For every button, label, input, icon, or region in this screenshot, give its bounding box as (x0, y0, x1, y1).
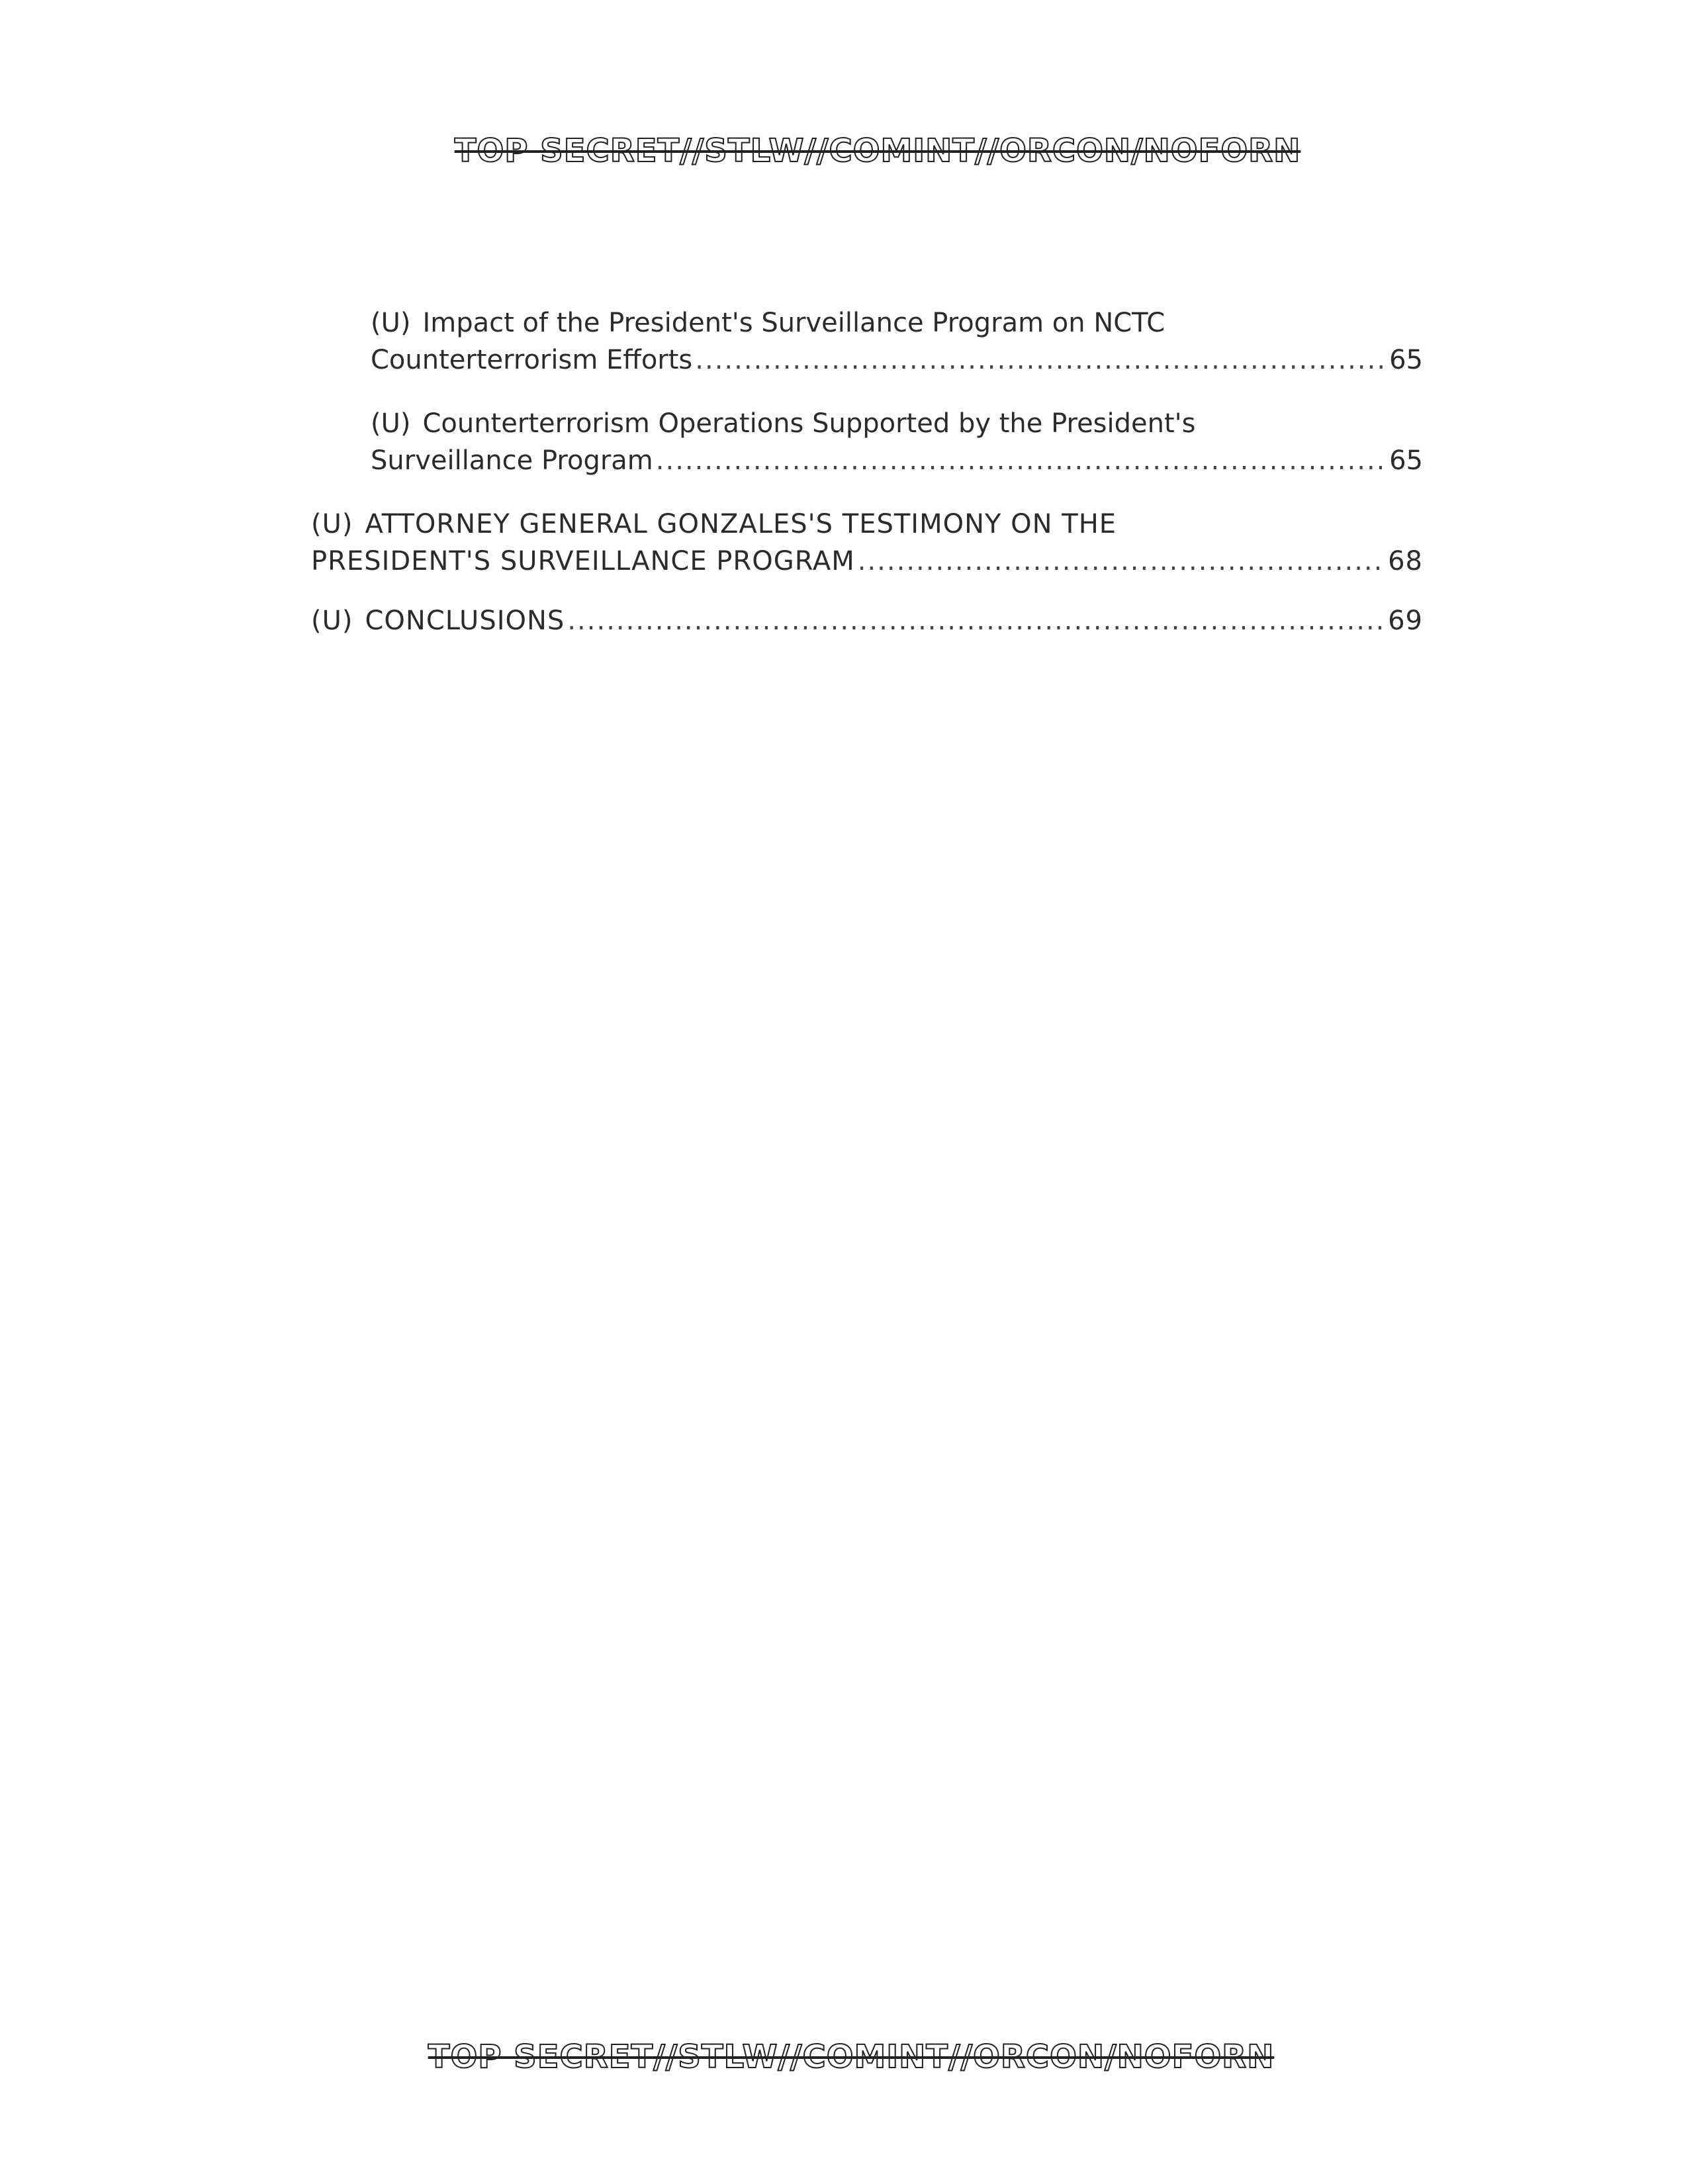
toc-entry-title-text: CONCLUSIONS (365, 606, 565, 636)
table-of-contents (311, 304, 1423, 639)
toc-entry-marker: (U) (311, 509, 353, 539)
dot-leader (656, 442, 1383, 479)
toc-entry-nctc-impact[interactable] (371, 304, 1423, 379)
toc-page-number[interactable]: 69 (1388, 606, 1423, 636)
toc-entry-title: ATTORNEY GENERAL GONZALES'S TESTIMONY ON THE (365, 509, 1117, 539)
toc-entry-conclusions[interactable] (311, 602, 1423, 639)
toc-page-number[interactable]: 68 (1388, 546, 1423, 576)
toc-entry-title-cont: Surveillance Program (371, 445, 653, 476)
toc-entry-first-line (311, 506, 1423, 543)
toc-entry-last-line (311, 543, 1423, 580)
top-classification-banner: TOP SECRET//STLW//COMINT//ORCON/NOFORN (454, 132, 1301, 169)
dot-leader (858, 543, 1383, 580)
toc-entry-gonzales-testimony[interactable] (311, 506, 1423, 580)
toc-entry-title (311, 602, 565, 639)
toc-page-number[interactable]: 65 (1389, 445, 1423, 476)
toc-entry-first-line (371, 405, 1423, 442)
toc-page-number[interactable]: 65 (1389, 345, 1423, 375)
toc-entry-marker: (U) (371, 308, 411, 338)
toc-entry-marker: (U) (371, 408, 411, 439)
dot-leader (567, 602, 1383, 639)
toc-entry-title: Impact of the President's Surveillance Program on NCTC (422, 308, 1165, 338)
toc-entry-last-line (311, 602, 1423, 639)
toc-entry-title-cont: Counterterrorism Efforts (371, 345, 693, 375)
toc-entry-last-line (371, 442, 1423, 479)
toc-entry-last-line (371, 341, 1423, 379)
toc-entry-first-line (371, 304, 1423, 341)
toc-entry-marker: (U) (311, 606, 353, 636)
toc-entry-title: Counterterrorism Operations Supported by the President's (422, 408, 1196, 439)
bottom-classification-banner: TOP SECRET//STLW//COMINT//ORCON/NOFORN (428, 2038, 1275, 2075)
toc-entry-ct-operations[interactable] (371, 405, 1423, 479)
toc-entry-title-cont: PRESIDENT'S SURVEILLANCE PROGRAM (311, 546, 855, 576)
dot-leader (695, 341, 1383, 379)
